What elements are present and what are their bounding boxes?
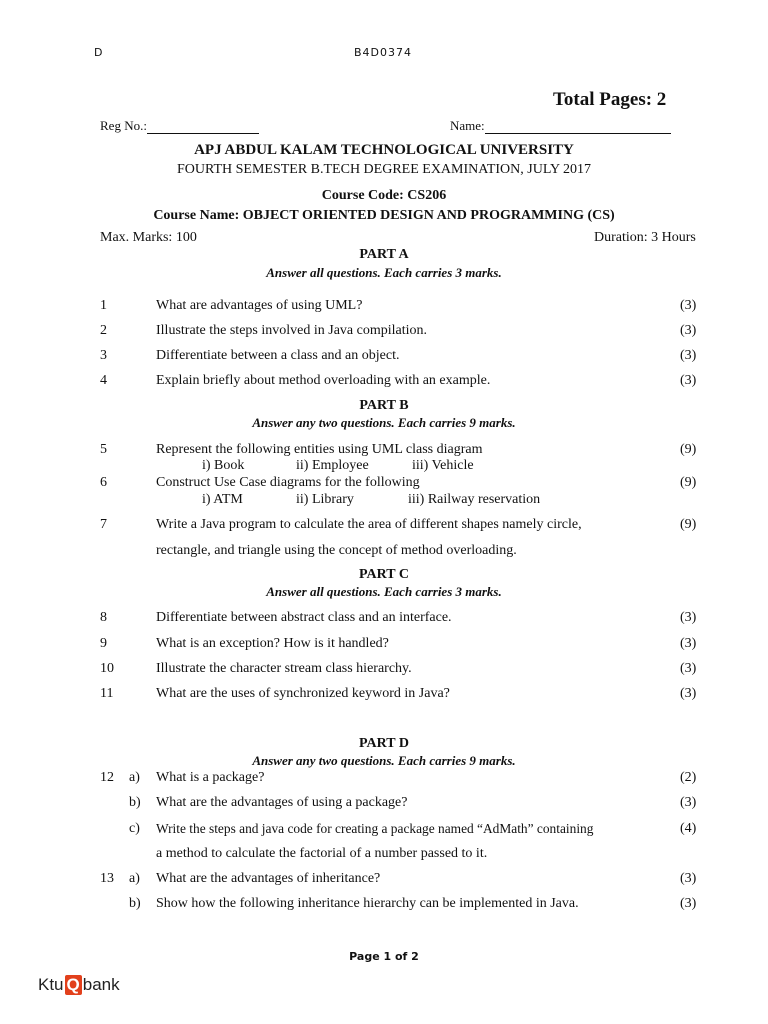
question-text: Show how the following inheritance hierarchy can be implemented in Java. xyxy=(156,896,579,911)
question-text: What are advantages of using UML? xyxy=(156,298,363,313)
question-number: 9 xyxy=(100,636,107,651)
option-item: i) ATM xyxy=(202,492,243,507)
question-marks: (3) xyxy=(680,323,697,338)
question-number: 4 xyxy=(100,373,107,388)
paper-code-left: D xyxy=(94,46,104,59)
question-text: What are the advantages of inheritance? xyxy=(156,871,381,886)
option-item: i) Book xyxy=(202,458,245,473)
question-number: 5 xyxy=(100,442,107,457)
question-text: Explain briefly about method overloading with an example. xyxy=(156,373,491,388)
question-marks: (3) xyxy=(680,896,697,911)
logo-mark: Q xyxy=(66,975,80,994)
question-text: Illustrate the character stream class hierarchy. xyxy=(156,661,412,676)
question-marks: (9) xyxy=(680,475,697,490)
option-item: iii) Railway reservation xyxy=(408,492,541,507)
university-name: APJ ABDUL KALAM TECHNOLOGICAL UNIVERSITY xyxy=(194,142,574,158)
question-text: Write a Java program to calculate the area of different shapes namely circle, xyxy=(156,517,582,532)
question-number: 7 xyxy=(100,517,107,532)
question-number: 2 xyxy=(100,323,107,338)
exam-title: FOURTH SEMESTER B.TECH DEGREE EXAMINATION, JULY 2017 xyxy=(176,162,592,177)
question-marks: (2) xyxy=(680,770,697,785)
course-name: Course Name: OBJECT ORIENTED DESIGN AND PROGRAMMING (CS) xyxy=(153,208,615,223)
subquestion-label: a) xyxy=(129,871,140,886)
part-a-instruction: Answer all questions. Each carries 3 marks. xyxy=(266,265,502,280)
name-field xyxy=(450,118,671,134)
subquestion-label: b) xyxy=(129,896,141,911)
reg-no-label: Reg No.: xyxy=(100,118,147,133)
total-pages: Total Pages: 2 xyxy=(553,89,667,110)
logo-text-left: Ktu xyxy=(38,975,64,994)
question-text-continued: rectangle, and triangle using the concept of method overloading. xyxy=(156,543,517,558)
option-item: iii) Vehicle xyxy=(412,458,474,473)
part-b-instruction: Answer any two questions. Each carries 9 marks. xyxy=(252,415,516,430)
question-text: Illustrate the steps involved in Java compilation. xyxy=(156,323,427,338)
question-number: 10 xyxy=(100,661,114,676)
option-item: ii) Employee xyxy=(296,458,369,473)
part-d-title: PART D xyxy=(359,736,409,751)
question-number: 8 xyxy=(100,610,107,625)
question-marks: (3) xyxy=(680,298,697,313)
part-c-title: PART C xyxy=(359,567,409,582)
question-marks: (9) xyxy=(680,517,697,532)
subquestion-label: b) xyxy=(129,795,141,810)
question-number: 13 xyxy=(100,871,114,886)
logo-text-right: bank xyxy=(82,975,120,994)
question-marks: (3) xyxy=(680,871,697,886)
question-text: Differentiate between a class and an object. xyxy=(156,348,400,363)
question-text: Write the steps and java code for creating a package named “AdMath” containing xyxy=(156,821,594,836)
question-number: 12 xyxy=(100,770,114,785)
question-marks: (3) xyxy=(680,661,697,676)
page-number: Page 1 of 2 xyxy=(349,950,419,963)
course-code: Course Code: CS206 xyxy=(321,188,447,203)
option-item: ii) Library xyxy=(296,492,354,507)
question-text: What are the uses of synchronized keyword in Java? xyxy=(156,686,450,701)
question-number: 11 xyxy=(100,686,114,701)
name-blank xyxy=(485,119,671,134)
question-text-continued: a method to calculate the factorial of a number passed to it. xyxy=(156,846,488,861)
reg-no-blank xyxy=(147,119,259,134)
question-marks: (4) xyxy=(680,821,697,836)
question-text: What is a package? xyxy=(156,770,265,785)
ktuqbank-logo xyxy=(38,975,120,995)
subquestion-label: a) xyxy=(129,770,140,785)
question-marks: (9) xyxy=(680,442,697,457)
subquestion-label: c) xyxy=(129,821,140,836)
question-text: Represent the following entities using UML class diagram xyxy=(156,442,483,457)
question-marks: (3) xyxy=(680,610,697,625)
question-text: What is an exception? How is it handled? xyxy=(156,636,389,651)
max-marks: Max. Marks: 100 xyxy=(100,230,197,245)
paper-code: B4D0374 xyxy=(354,46,413,59)
part-a-title: PART A xyxy=(359,247,409,262)
question-text: What are the advantages of using a package? xyxy=(156,795,408,810)
duration: Duration: 3 Hours xyxy=(594,230,696,245)
reg-no-field xyxy=(100,118,259,134)
question-marks: (3) xyxy=(680,348,697,363)
question-number: 3 xyxy=(100,348,107,363)
part-b-title: PART B xyxy=(359,398,409,413)
part-d-instruction: Answer any two questions. Each carries 9 marks. xyxy=(252,753,516,768)
name-label: Name: xyxy=(450,118,485,133)
question-text: Differentiate between abstract class and an interface. xyxy=(156,610,452,625)
part-c-instruction: Answer all questions. Each carries 3 marks. xyxy=(266,584,502,599)
question-marks: (3) xyxy=(680,686,697,701)
question-number: 1 xyxy=(100,298,107,313)
question-marks: (3) xyxy=(680,373,697,388)
question-number: 6 xyxy=(100,475,107,490)
question-marks: (3) xyxy=(680,636,697,651)
question-marks: (3) xyxy=(680,795,697,810)
question-text: Construct Use Case diagrams for the following xyxy=(156,475,420,490)
